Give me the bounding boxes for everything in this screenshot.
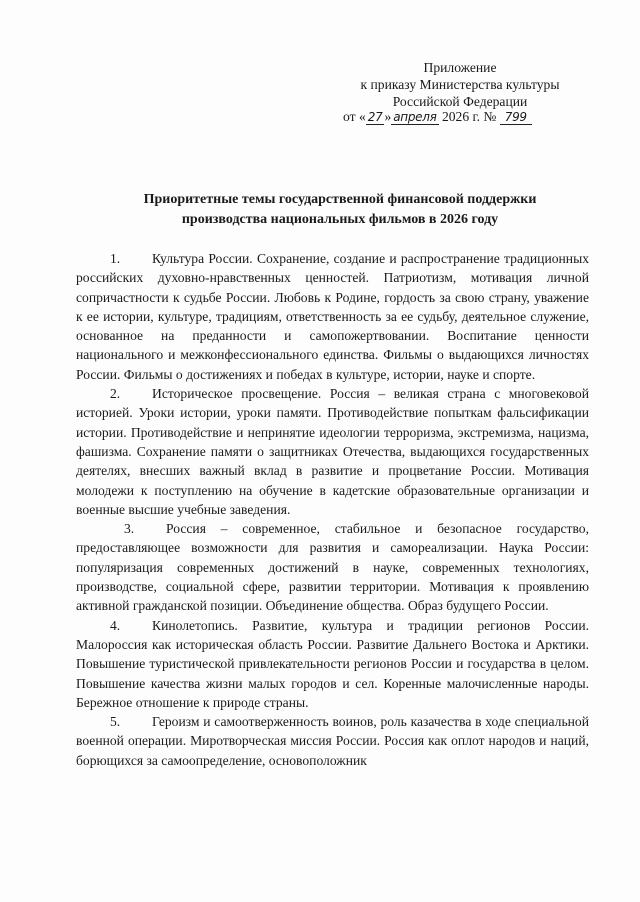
item-text: Культура России. Сохранение, создание и распространение традиционных российских духовно-нравственных ценностей. Патриотизм, мотивация личной сопричастности к судьбе России. Любовь к Родине, гордость за свою страну, уважение к ее истории, культуре, традициям, ответственность за ее судьбу, деятельное служение, основанное на преданности и самопожертвовании. Воспитание ценности национального и межконфессионального единства. Фильмы о выдающихся личностях России. Фильмы о достижениях и победах в культуре, истории, науке и спорте.	[76, 251, 589, 382]
list-item	[76, 519, 589, 615]
item-number: 1.	[110, 251, 121, 266]
item-text: Героизм и самоотверженность воинов, роль казачества в ходе специальной военной операции. Миротворческая миссия России. Россия как оплот народов и наций, борющихся за самоопределение, основоположник	[76, 714, 589, 768]
item-number: 2.	[110, 386, 121, 402]
item-number: 4.	[110, 617, 121, 633]
order-date-line	[343, 108, 532, 125]
date-prefix: от «	[343, 109, 366, 124]
handwritten-month: апреля	[393, 110, 437, 124]
appendix-header	[340, 59, 580, 110]
list-item	[76, 616, 589, 712]
appendix-order-ref: к приказу Министерства культуры	[360, 77, 560, 92]
item-number: 3.	[124, 521, 135, 537]
list-item	[76, 249, 589, 384]
appendix-title: Приложение	[423, 60, 497, 75]
document-body	[76, 249, 589, 770]
date-quote-close: »	[384, 109, 392, 124]
item-text: Кинолетопись. Развитие, культура и традиции регионов России. Малороссия как историческая область России. Развитие Дальнего Востока и Арктики. Повышение туристической привлекательности регионов России и государства в целом. Повышение качества жизни малых городов и сел. Коренные малочисленные народы. Бережное отношение к природе страны.	[76, 617, 589, 710]
item-text: Историческое просвещение. Россия – великая страна с многовековой историей. Уроки истории, уроки памяти. Противодействие попыткам фальсификации истории. Противодействие и непринятие идеологии терроризма, экстремизма, нацизма, фашизма. Сохранение памяти о защитниках Отечества, выдающихся государственных деятелях, внесших важный вклад в развитие и процветание России. Мотивация молодежи к поступлению на обучение в кадетские образовательные организации и военные высшие учебные заведения.	[76, 386, 589, 517]
list-item	[76, 384, 589, 519]
handwritten-day: 27	[367, 110, 383, 124]
item-text: Россия – современное, стабильное и безопасное государство, предоставляющее возможности для развития и самореализации. Наука России: популяризация современных достижений в науке, современных технологиях, производстве, социальной сфере, развитии территории. Мотивация к проявлению активной гражданской позиции. Объединение общества. Образ будущего России.	[76, 521, 589, 614]
document-title	[80, 190, 600, 230]
item-number: 5.	[110, 714, 121, 730]
title-line-1: Приоритетные темы государственной финансовой поддержки	[143, 192, 537, 207]
handwritten-order-number: 799	[500, 110, 532, 125]
year-text: 2026 г. №	[441, 109, 497, 124]
list-item	[76, 712, 589, 770]
appendix-federation: Российской Федерации	[392, 94, 528, 109]
title-line-2: производства национальных фильмов в 2026 году	[181, 212, 499, 227]
